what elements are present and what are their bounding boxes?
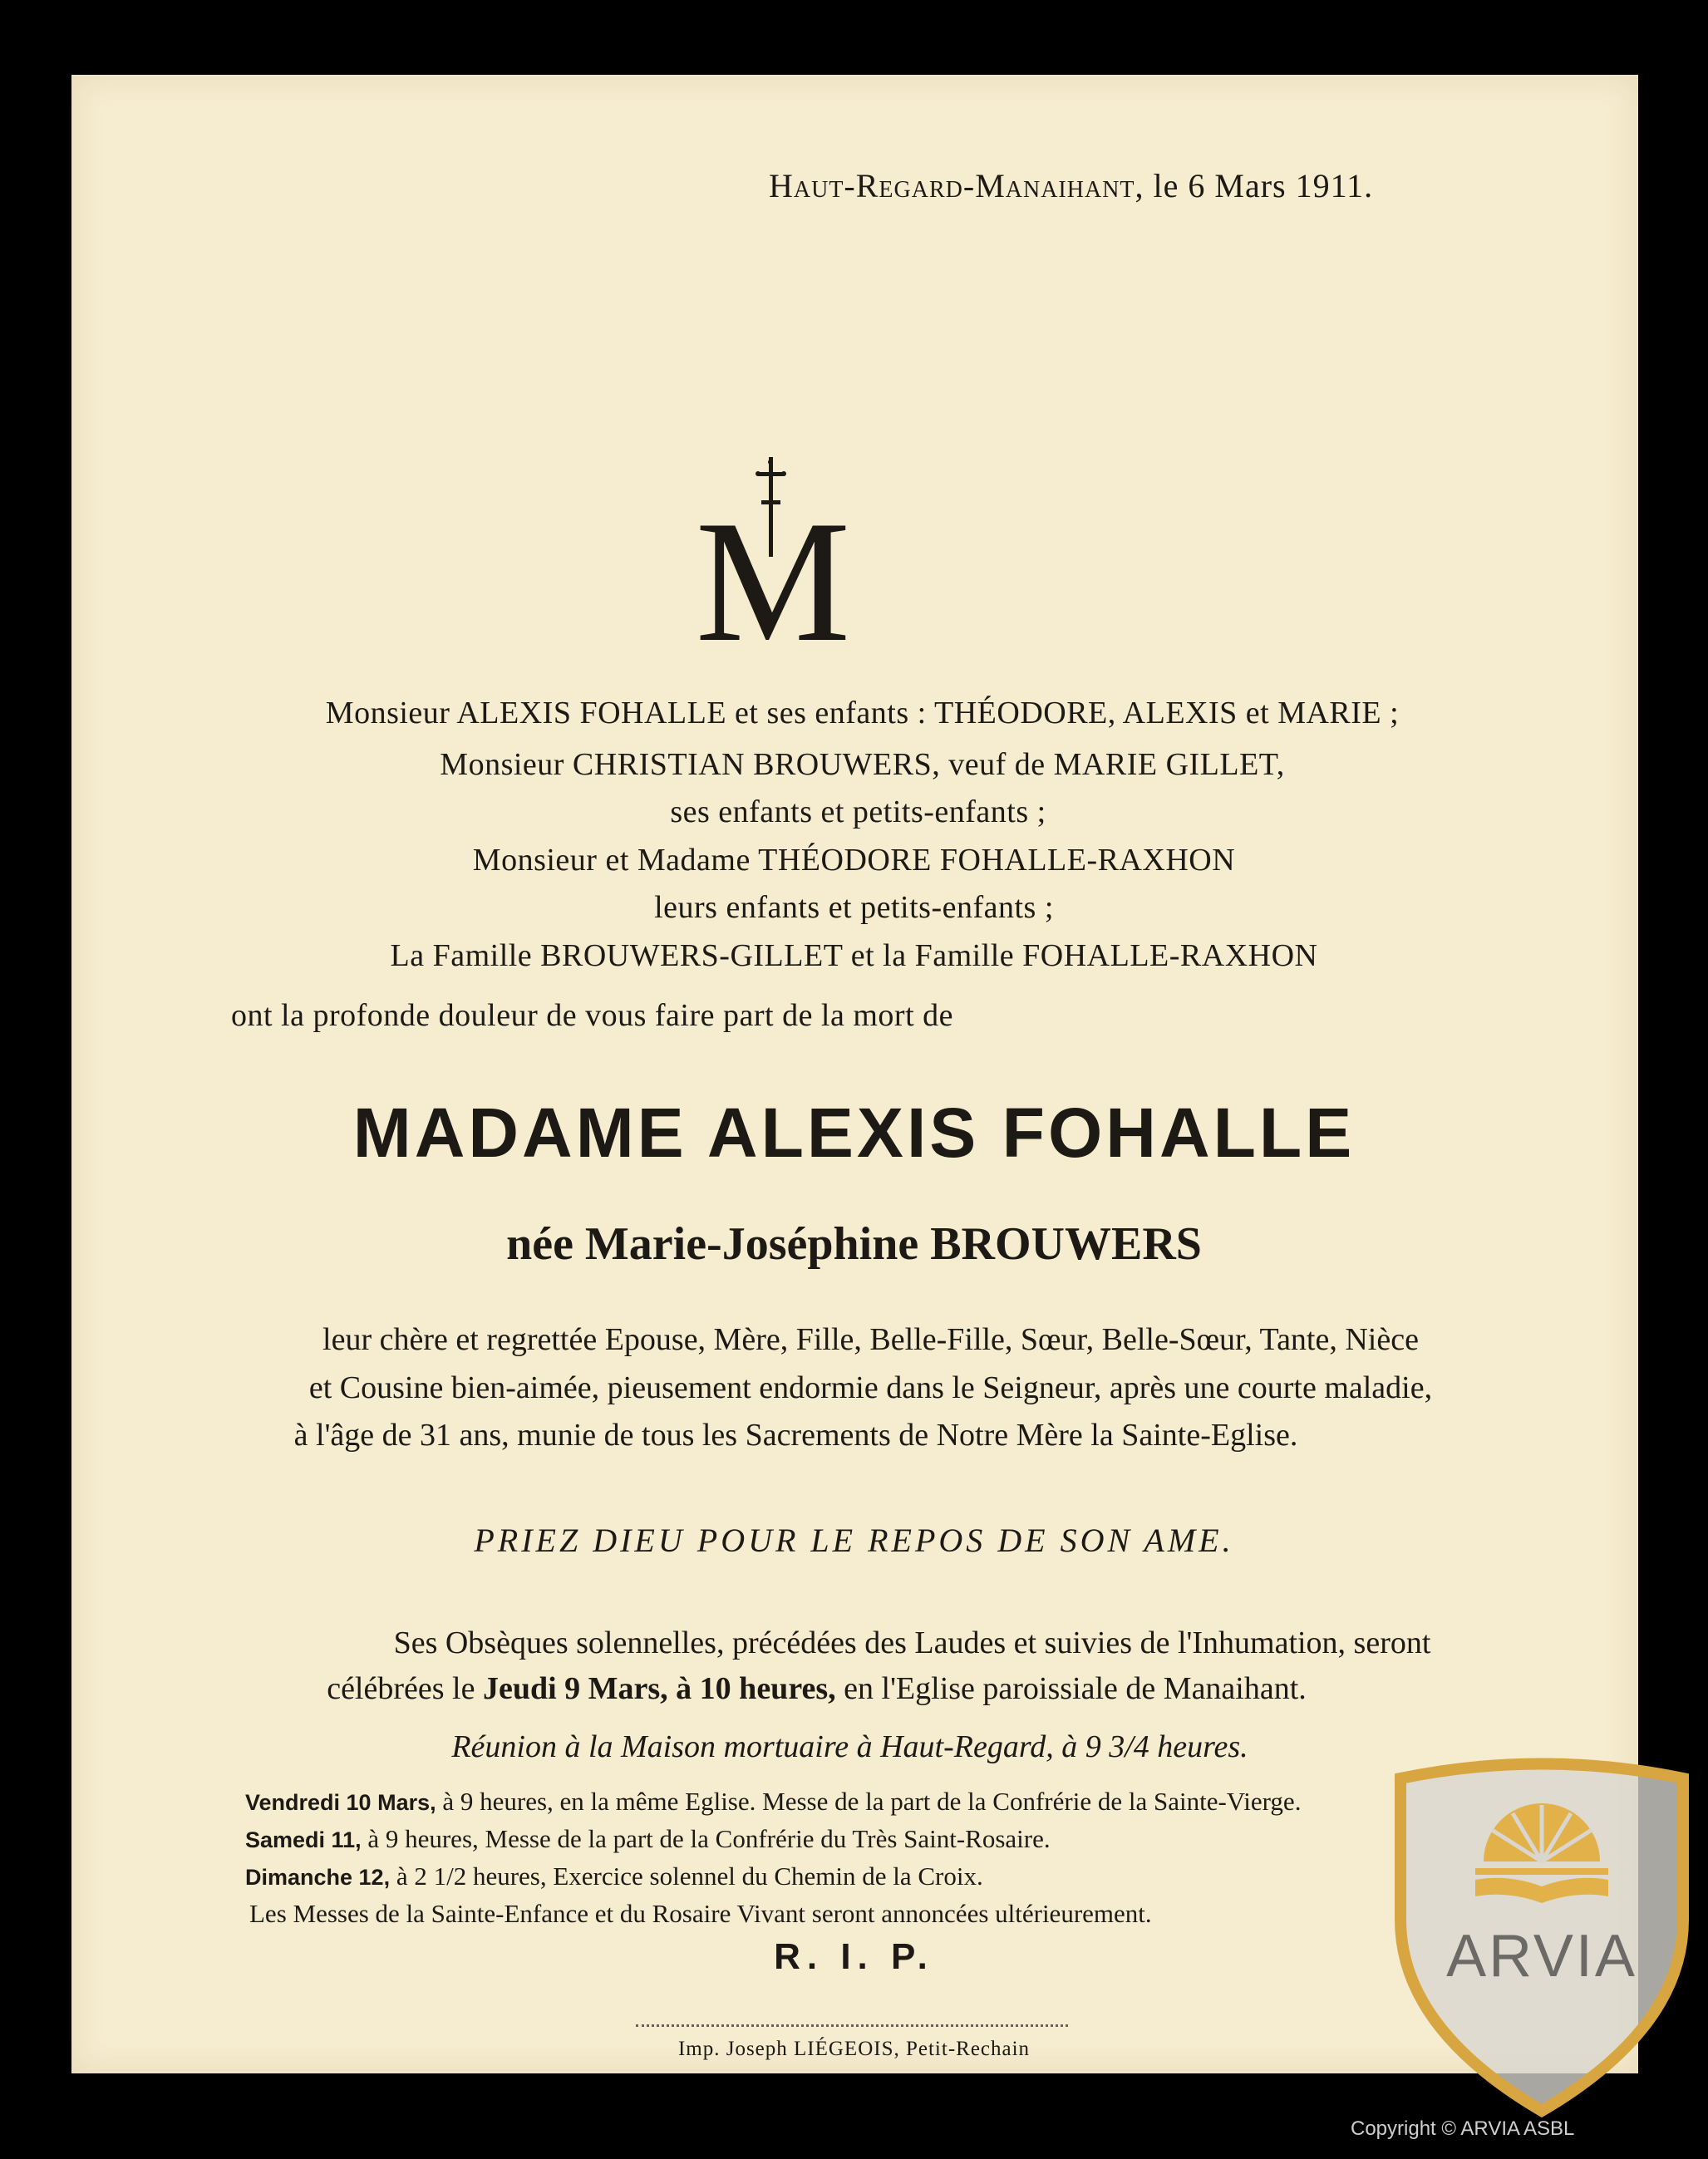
prayer-line: PRIEZ DIEU POUR LE REPOS DE SON AME. bbox=[474, 1522, 1234, 1559]
mass-day-sunday: Dimanche 12, bbox=[245, 1865, 391, 1890]
marian-monogram-icon bbox=[677, 457, 869, 644]
family-line-6: La Famille BROUWERS-GILLET et la Famille FOHALLE-RAXHON bbox=[390, 938, 1318, 973]
reunion-line: Réunion à la Maison mortuaire à Haut-Regard, à 9 3/4 heures. bbox=[451, 1729, 1248, 1764]
funeral-line-2-suffix: en l'Eglise paroissiale de Manaihant. bbox=[835, 1671, 1307, 1706]
funeral-date-time: Jeudi 9 Mars, à 10 heures, bbox=[482, 1671, 836, 1706]
mass-line-friday bbox=[245, 1787, 1301, 1817]
funeral-line-1: Ses Obsèques solennelles, précédées des Laudes et suivies de l'Inhumation, seront bbox=[393, 1625, 1431, 1660]
family-line-1: Monsieur ALEXIS FOHALLE et ses enfants : THÉODORE, ALEXIS et MARIE ; bbox=[325, 696, 1400, 730]
mass-day-saturday: Samedi 11, bbox=[245, 1827, 362, 1852]
rip-text: R. I. P. bbox=[774, 1936, 934, 1977]
deceased-birth-name: née Marie-Joséphine BROUWERS bbox=[506, 1218, 1202, 1270]
watermark-text: ARVIA bbox=[1446, 1923, 1637, 1989]
description-line-1: leur chère et regrettée Epouse, Mère, Fille, Belle-Fille, Sœur, Belle-Sœur, Tante, Nièce bbox=[322, 1322, 1419, 1357]
printer-credit: Imp. Joseph LIÉGEOIS, Petit-Rechain bbox=[677, 2038, 1031, 2060]
mass-line-saturday bbox=[245, 1824, 1051, 1854]
place-date bbox=[769, 166, 1373, 205]
masses-note: Les Messes de la Sainte-Enfance et du Rosaire Vivant seront annoncées ultérieurement. bbox=[249, 1899, 1152, 1928]
date: le 6 Mars 1911. bbox=[1153, 167, 1374, 204]
divider bbox=[636, 2024, 1068, 2027]
deceased-name: MADAME ALEXIS FOHALLE bbox=[352, 1094, 1356, 1172]
family-line-5: leurs enfants et petits-enfants ; bbox=[654, 890, 1054, 925]
place: Haut-Regard-Manaihant, bbox=[769, 167, 1144, 204]
monogram-letter: M bbox=[695, 485, 851, 644]
family-line-3: ses enfants et petits-enfants ; bbox=[670, 794, 1046, 829]
announcement-line: ont la profonde douleur de vous faire part de la mort de bbox=[231, 998, 953, 1033]
description-line-3: à l'âge de 31 ans, munie de tous les Sacrements de Notre Mère la Sainte-Eglise. bbox=[293, 1418, 1298, 1453]
description-line-2: et Cousine bien-aimée, pieusement endormie dans le Seigneur, après une courte maladie, bbox=[308, 1370, 1433, 1405]
family-line-2: Monsieur CHRISTIAN BROUWERS, veuf de MARIE GILLET, bbox=[440, 747, 1285, 782]
mass-line-sunday bbox=[245, 1861, 983, 1891]
mass-day-friday: Vendredi 10 Mars, bbox=[245, 1790, 436, 1815]
copyright-notice: Copyright © ARVIA ASBL bbox=[1351, 2117, 1575, 2140]
family-line-4: Monsieur et Madame THÉODORE FOHALLE-RAXHON bbox=[472, 843, 1236, 878]
mass-text-sunday: à 2 1/2 heures, Exercice solennel du Chemin de la Croix. bbox=[390, 1861, 983, 1891]
mass-text-friday: à 9 heures, en la même Eglise. Messe de la part de la Confrérie de la Sainte-Vierge. bbox=[436, 1787, 1302, 1816]
funeral-line-2-prefix: célébrées le bbox=[327, 1671, 483, 1706]
mass-text-saturday: à 9 heures, Messe de la part de la Confrérie du Très Saint-Rosaire. bbox=[361, 1824, 1051, 1853]
arvia-watermark-badge bbox=[1384, 1753, 1700, 2119]
funeral-line-2 bbox=[0, 1670, 1671, 1707]
